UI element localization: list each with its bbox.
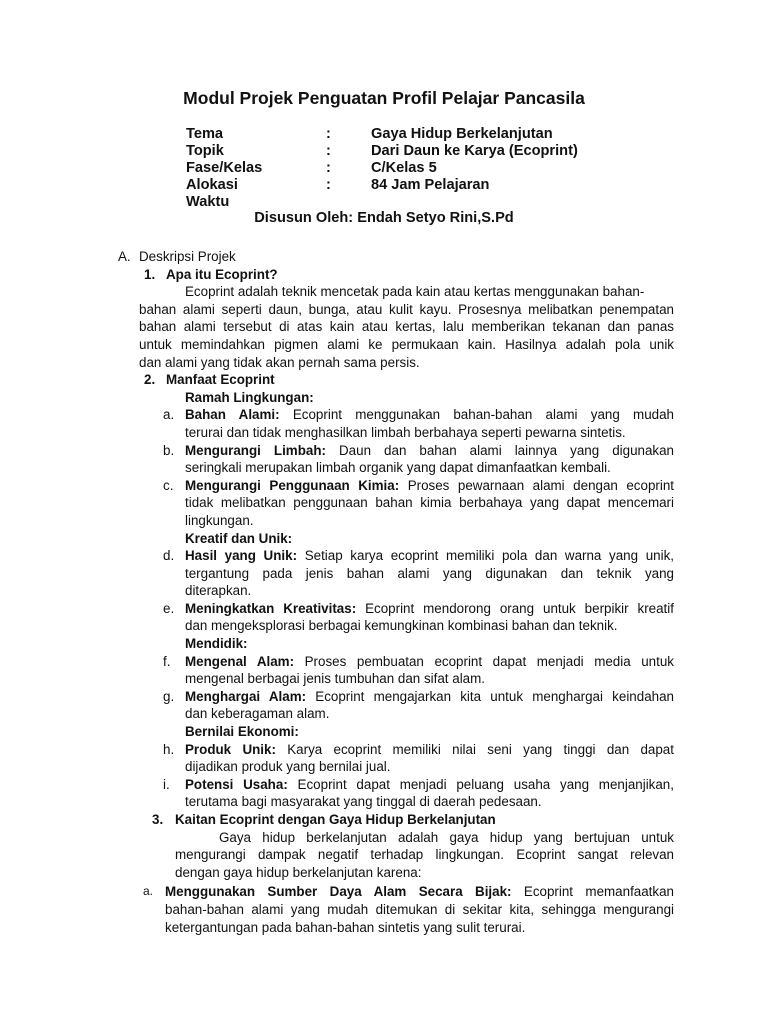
group-heading: Ramah Lingkungan: (185, 389, 314, 405)
list-item-line: diterapkan. (185, 583, 252, 599)
group-heading: Kreatif dan Unik: (185, 530, 293, 546)
meta-colon: : (326, 143, 331, 159)
meta-colon: : (326, 177, 331, 193)
subsection-title: Apa itu Ecoprint? (166, 266, 278, 282)
meta-key: Topik (186, 143, 224, 159)
meta-value: Gaya Hidup Berkelanjutan (371, 126, 553, 142)
paragraph-line: Ecoprint adalah teknik mencetak pada kain atau kertas menggunakan bahan- (185, 284, 645, 300)
section-a-heading (0, 248, 768, 266)
list-item: a. Bahan Alami: Ecoprint menggunakan bahan-bahan alami yang mudah (163, 407, 674, 423)
list-item-line: seringkali merupakan limbah organik yang dapat dimanfaatkan kembali. (185, 460, 611, 476)
paragraph-line: untuk memindahkan pigmen alami ke permukaan kain. Hasilnya adalah pola unik (139, 336, 674, 352)
subsection-title: Manfaat Ecoprint (166, 372, 275, 388)
subsection-3-heading (0, 811, 768, 829)
paragraph-line: mengurangi dampak negatif terhadap lingkungan. Ecoprint sangat relevan (175, 847, 674, 863)
list-item-line: bahan-bahan alami yang mudah ditemukan di sekitar kita, sehingga mengurangi (165, 901, 674, 917)
subsection-marker: 3. (152, 812, 164, 827)
subsection-marker: 1. (144, 266, 156, 282)
meta-key: Tema (186, 126, 224, 142)
group-heading: Mendidik: (185, 636, 248, 652)
group-heading: Bernilai Ekonomi: (185, 724, 299, 740)
list-item-line: dijadikan produk yang bernilai jual. (185, 759, 391, 775)
list-item: b. Mengurangi Limbah: Daun dan bahan alami lainnya yang digunakan (163, 442, 675, 458)
list-item: g. Menghargai Alam: Ecoprint mengajarkan kita untuk menghargai keindahan (163, 688, 674, 704)
paragraph-line: bahan alami tersebut di atas kain atau kertas, lalu memberikan tekanan dan panas (139, 319, 674, 335)
paragraph-line: dan alami yang tidak akan pernah sama persis. (139, 354, 420, 370)
subsection-title: Kaitan Ecoprint dengan Gaya Hidup Berkelanjutan (175, 812, 496, 827)
list-item-line: tidak melibatkan penggunaan bahan kimia berbahaya yang dapat mencemari (185, 495, 674, 511)
paragraph-line: dengan gaya hidup berkelanjutan karena: (175, 864, 422, 880)
list-item: h. Produk Unik: Karya ecoprint memiliki nilai seni yang tinggi dan dapat (163, 741, 674, 757)
section-marker: A. (118, 249, 131, 264)
meta-value: 84 Jam Pelajaran (371, 177, 490, 193)
list-item-line: dan mengeksplorasi berbagai kemungkinan kombinasi bahan dan teknik. (185, 618, 618, 634)
author-line: Disusun Oleh: Endah Setyo Rini,S.Pd (254, 210, 514, 226)
document-body (0, 248, 768, 936)
list-item: c. Mengurangi Penggunaan Kimia: Proses pewarnaan alami dengan ecoprint (163, 477, 675, 493)
section-title: Deskripsi Projek (139, 249, 236, 264)
meta-key: Alokasi Waktu (186, 177, 238, 210)
list-item-line: dan keberagaman alam. (185, 706, 330, 722)
list-item-line: lingkungan. (185, 512, 254, 528)
meta-value: Dari Daun ke Karya (Ecoprint) (371, 143, 578, 159)
list-item-line: mengenal berbagai jenis tumbuhan dan sifat alam. (185, 671, 485, 687)
subsection-marker: 2. (144, 372, 156, 388)
subsection-2-heading (0, 371, 768, 389)
list-item: d. Hasil yang Unik: Setiap karya ecoprint memiliki pola dan warna yang unik, (163, 548, 674, 564)
meta-colon: : (326, 126, 331, 142)
list-item: e. Meningkatkan Kreativitas: Ecoprint mendorong orang untuk berpikir kreatif (163, 600, 674, 616)
document-title: Modul Projek Penguatan Profil Pelajar Pancasila (183, 88, 585, 108)
list-item: a. Menggunakan Sumber Daya Alam Secara Bijak: Ecoprint memanfaatkan (143, 884, 674, 900)
list-item: f. Mengenal Alam: Proses pembuatan ecoprint dapat menjadi media untuk (163, 653, 674, 669)
list-item-line: terutama bagi masyarakat yang tinggal di daerah pedesaan. (185, 794, 542, 810)
list-item: i. Potensi Usaha: Ecoprint dapat menjadi peluang usaha yang menjanjikan, (163, 776, 674, 792)
meta-colon: : (326, 160, 331, 176)
paragraph-line: bahan alami seperti daun, bunga, atau kulit kayu. Prosesnya melibatkan penempatan (139, 301, 674, 317)
list-item-line: terurai dan tidak menghasilkan limbah berbahaya seperti pewarna sintetis. (185, 424, 626, 440)
paragraph-line: Gaya hidup berkelanjutan adalah gaya hidup yang bertujuan untuk (219, 829, 674, 845)
subsection-1-heading (0, 266, 768, 284)
meta-key: Fase/Kelas (186, 160, 263, 176)
list-item-line: ketergantungan pada bahan-bahan sintetis yang sulit terurai. (165, 919, 526, 935)
list-item-line: tergantung pada jenis bahan alami yang digunakan dan teknik yang (185, 565, 674, 581)
meta-value: C/Kelas 5 (371, 160, 437, 176)
